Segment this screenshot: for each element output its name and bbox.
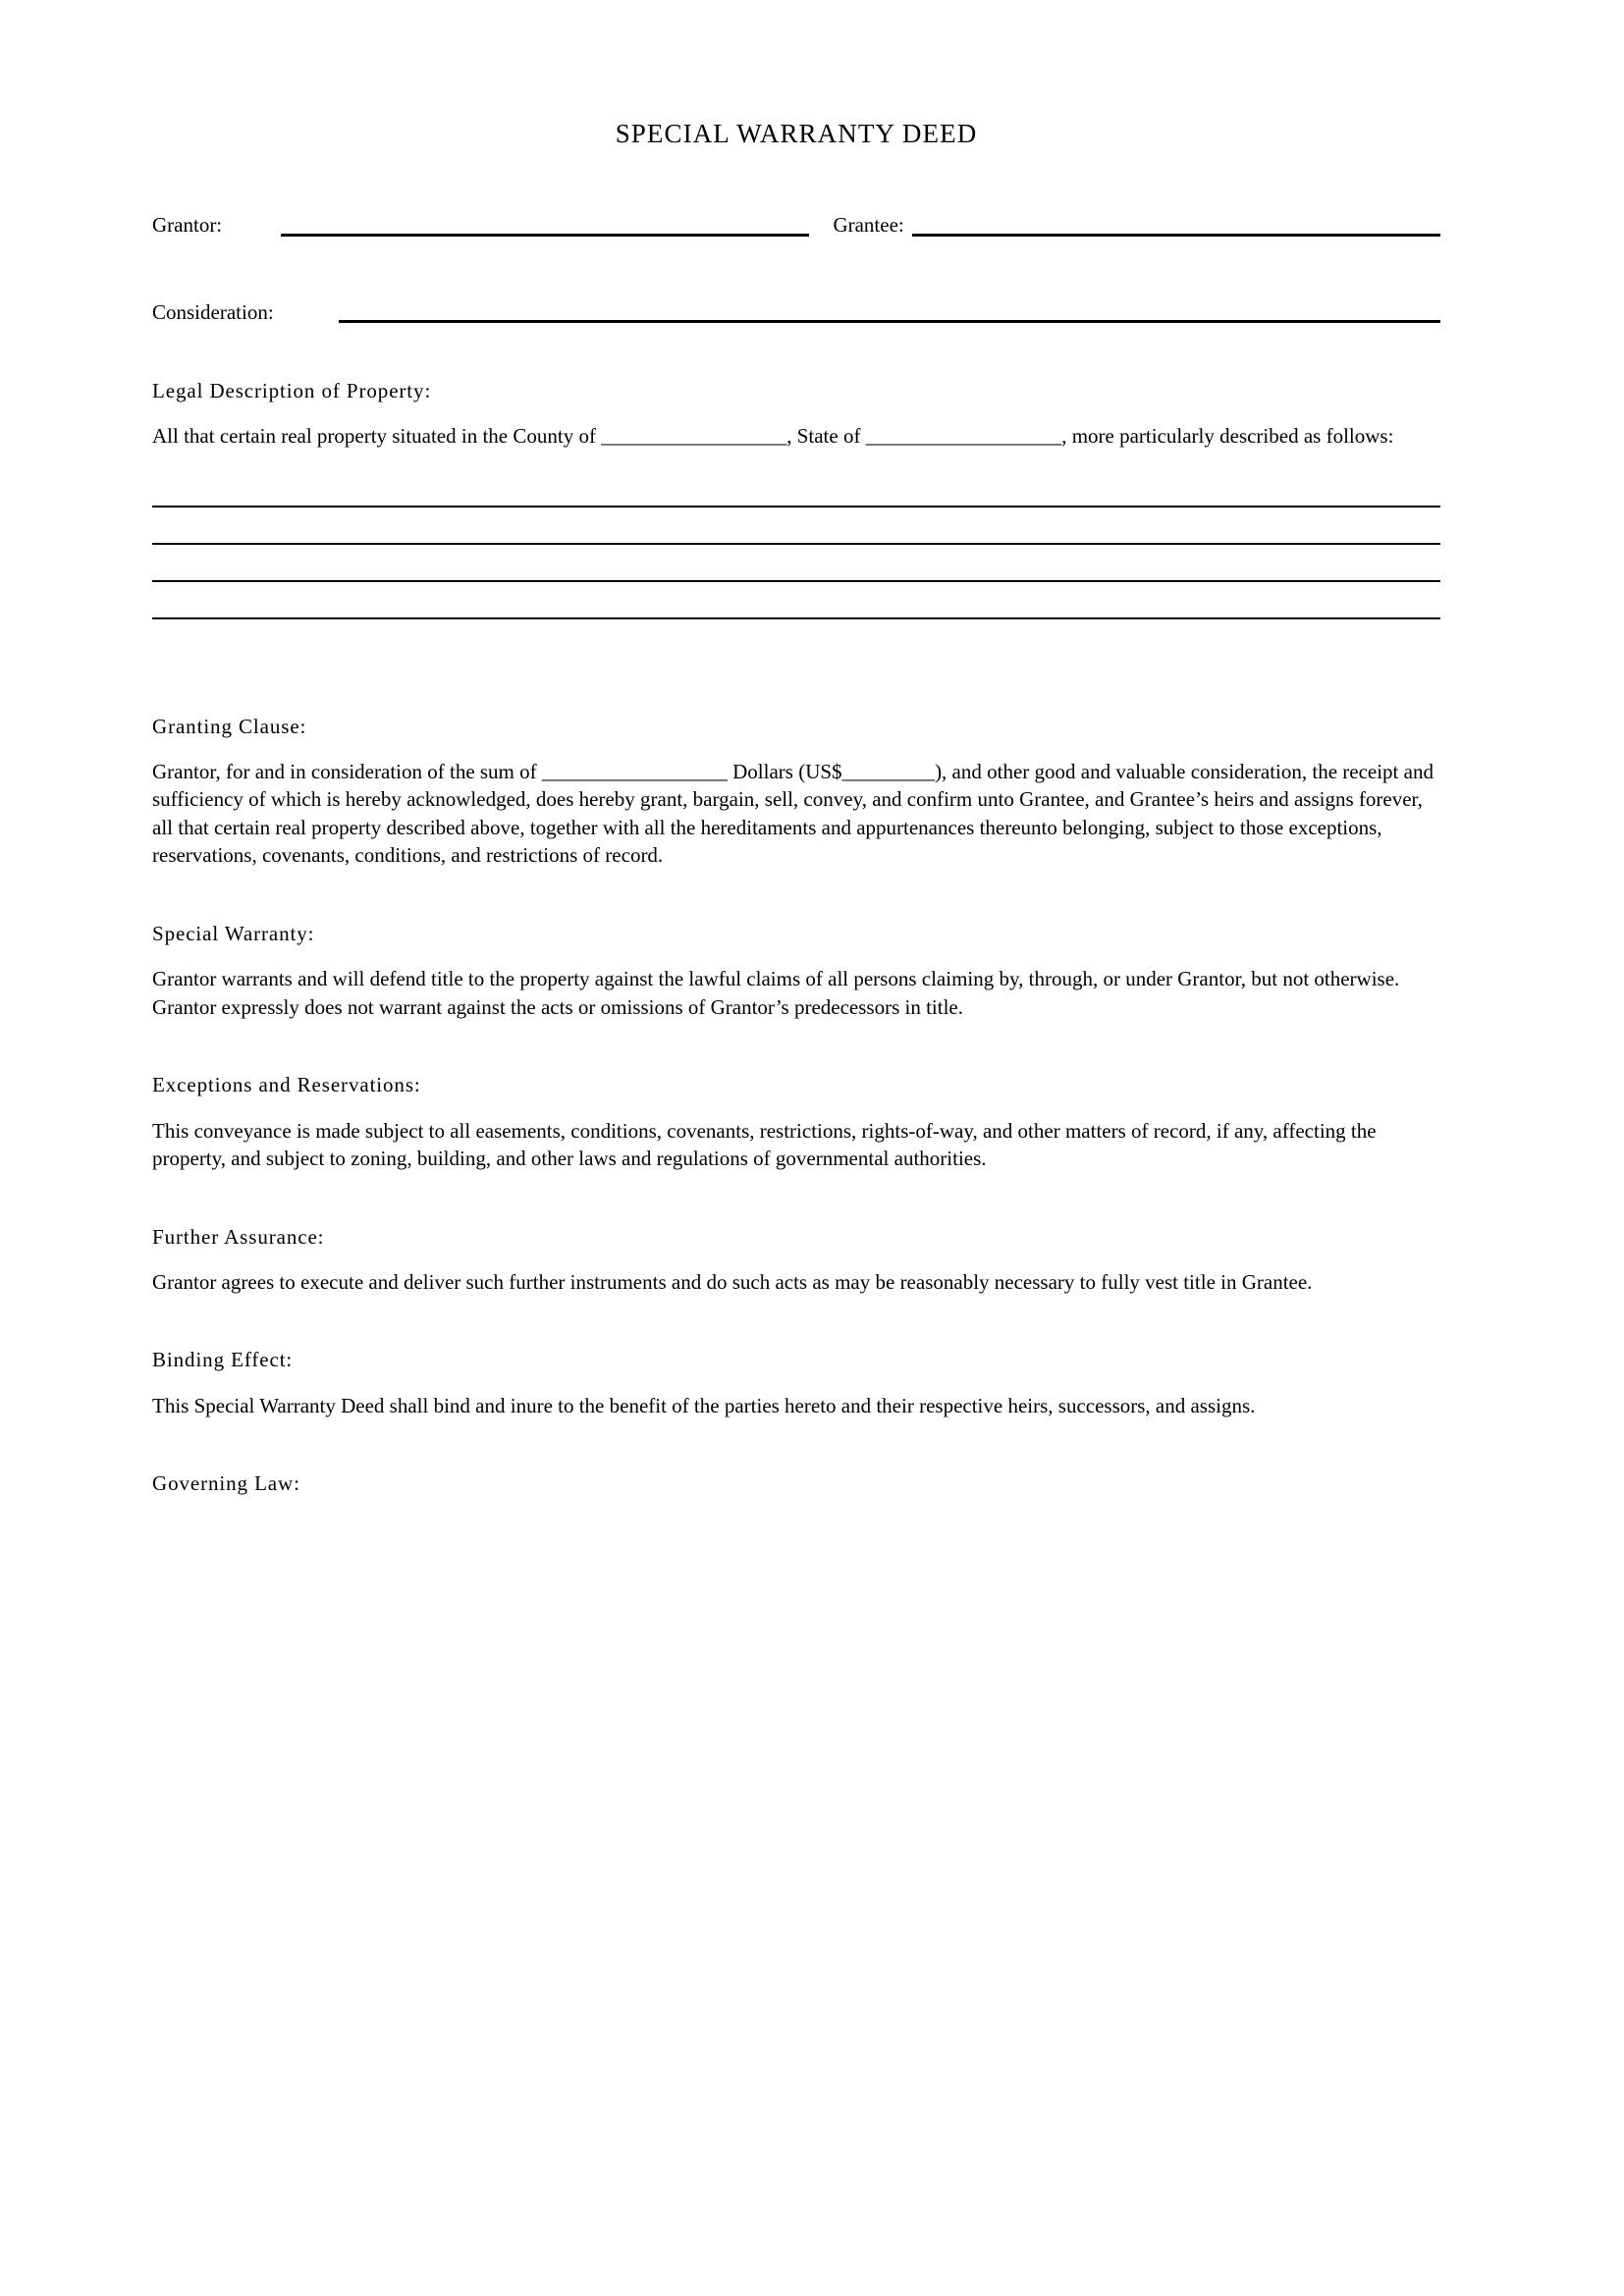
consideration-words-blank[interactable]: __________________	[541, 759, 728, 783]
page-title: SPECIAL WARRANTY DEED	[615, 119, 978, 148]
granting-clause-text-3: ), and other good and valuable consideration, the receipt and sufficiency of which is hereby acknowledged, does hereby grant, bargain, sell, convey, and confirm unto Grantee, and Grantee’s heirs and assigns forever, all that certain real property described above, together with all the hereditaments and appurtenances thereunto belonging, subject to those exceptions, reservations, covenants, conditions, and restrictions of record.	[152, 759, 1434, 868]
grantee-label: Grantee:	[833, 213, 904, 238]
grantor-grantee-row	[152, 212, 1440, 240]
further-assurance-paragraph: Grantor agrees to execute and deliver such further instruments and do such acts as may be reasonably necessary to fully vest title in Grantee.	[152, 1269, 1313, 1294]
exceptions-reservations-heading: Exceptions and Reservations:	[152, 1073, 421, 1097]
binding-effect-heading: Binding Effect:	[152, 1348, 294, 1372]
granting-clause-heading: Granting Clause:	[152, 714, 307, 738]
section-further-assurance	[152, 1224, 1440, 1297]
special-warranty-body	[152, 965, 1440, 1021]
legal-description-body	[152, 422, 1440, 451]
section-legal-description	[152, 378, 1440, 619]
special-warranty-paragraph: Grantor warrants and will defend title to the property against the lawful claims of all persons claiming by, through, or under Grantor, but not otherwise. Grantor expressly does not warrant against the acts or omissions of Grantor’s predecessors in title.	[152, 967, 1400, 1019]
legal-description-text-2: , State of	[786, 424, 866, 449]
granting-clause-text-2: Dollars (US$	[727, 759, 842, 783]
section-granting-clause	[152, 714, 1440, 870]
blank-line[interactable]	[152, 617, 1440, 619]
special-warranty-heading: Special Warranty:	[152, 921, 315, 945]
legal-description-heading: Legal Description of Property:	[152, 378, 432, 402]
further-assurance-heading: Further Assurance:	[152, 1224, 325, 1249]
grantor-input-rule[interactable]	[281, 234, 809, 237]
document-body	[152, 0, 1440, 1515]
governing-law-heading: Governing Law:	[152, 1471, 300, 1496]
section-governing-law	[152, 1470, 1440, 1497]
section-binding-effect	[152, 1347, 1440, 1419]
consideration-input-rule[interactable]	[339, 320, 1440, 323]
legal-description-text-1: All that certain real property situated in the County of	[152, 424, 602, 449]
exceptions-reservations-paragraph: This conveyance is made subject to all easements, conditions, covenants, restrictions, rights-of-way, and other matters of record, if any, affecting the property, and subject to zoning, building, and other laws and regulations of governmental authorities.	[152, 1118, 1377, 1171]
granting-clause-paragraph	[152, 758, 1440, 870]
legal-description-blank-lines	[152, 506, 1440, 619]
grantor-label: Grantor:	[152, 213, 223, 238]
blank-line[interactable]	[152, 506, 1440, 507]
binding-effect-body	[152, 1392, 1440, 1420]
spacer	[152, 629, 1440, 674]
binding-effect-paragraph: This Special Warranty Deed shall bind and inure to the benefit of the parties hereto and their respective heirs, successors, and assigns.	[152, 1393, 1256, 1417]
section-special-warranty	[152, 921, 1440, 1021]
state-blank[interactable]: ___________________	[865, 424, 1062, 449]
county-blank[interactable]: __________________	[601, 424, 787, 449]
blank-line[interactable]	[152, 580, 1440, 582]
granting-clause-text-1: Grantor, for and in consideration of the sum of	[152, 759, 542, 783]
consideration-figures-blank[interactable]: _________	[841, 759, 936, 783]
blank-line[interactable]	[152, 543, 1440, 545]
legal-description-text-3: , more particularly described as follows:	[1061, 424, 1394, 449]
consideration-row	[152, 299, 1440, 327]
consideration-label: Consideration:	[152, 299, 274, 324]
section-exceptions-reservations	[152, 1072, 1440, 1172]
granting-clause-body	[152, 758, 1440, 870]
legal-description-paragraph	[152, 422, 1440, 451]
grantee-input-rule[interactable]	[912, 234, 1440, 237]
further-assurance-body	[152, 1268, 1440, 1297]
exceptions-reservations-body	[152, 1117, 1440, 1173]
